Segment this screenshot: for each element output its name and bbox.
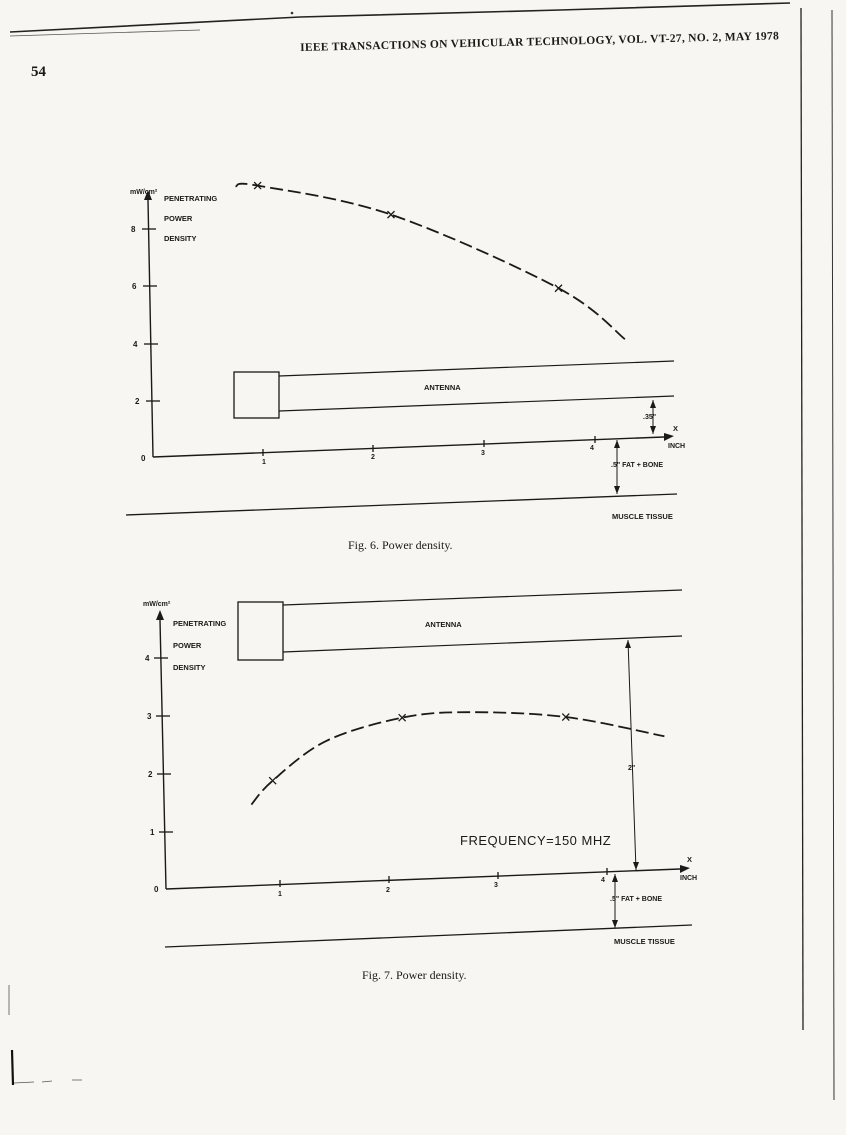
fig6-x-arrow bbox=[664, 433, 674, 441]
fig6-data-point bbox=[555, 285, 562, 292]
page-number: 54 bbox=[31, 64, 46, 80]
fig6-antenna-top-edge bbox=[279, 361, 674, 376]
fig6-muscle-tissue-label: MUSCLE TISSUE bbox=[612, 512, 673, 521]
fig6-gap-label: .35" bbox=[643, 414, 657, 421]
fig6-x-tick-label: 2 bbox=[371, 454, 375, 461]
fig7-frequency-label: FREQUENCY=150 MHZ bbox=[460, 833, 612, 848]
fig7-y-unit: mW/cm² bbox=[143, 601, 171, 608]
fig6-y-tick-label: 8 bbox=[131, 225, 136, 234]
fig7-y-tick-label: 0 bbox=[154, 885, 159, 894]
fig7-muscle-tissue-line bbox=[165, 925, 692, 947]
fig7-y-tick-label: 2 bbox=[148, 770, 153, 779]
fig6-y-tick-label: 4 bbox=[133, 340, 138, 349]
fig6-caption: Fig. 6. Power density. bbox=[348, 538, 453, 552]
fig7-antenna-feed-box bbox=[238, 602, 283, 660]
fig6-label-line: DENSITY bbox=[164, 234, 197, 243]
fig7-y-arrow bbox=[156, 610, 164, 620]
fig7-antenna-bottom-edge bbox=[283, 636, 682, 652]
fig7-y-axis bbox=[160, 620, 166, 889]
fig7-x-arrow bbox=[680, 865, 690, 873]
fig6-x-letter: X bbox=[673, 424, 679, 433]
fig6-layer-label: .5" FAT + BONE bbox=[611, 462, 664, 469]
fig7-x-unit: INCH bbox=[680, 875, 698, 882]
fig7-x-tick-label: 1 bbox=[278, 891, 282, 898]
fig7-label-line: PENETRATING bbox=[173, 619, 227, 628]
fig6-plot-area bbox=[236, 182, 627, 340]
fig7-muscle-tissue-label: MUSCLE TISSUE bbox=[614, 937, 675, 946]
fig7-series-line bbox=[251, 712, 664, 804]
fig6-y-tick-label: 6 bbox=[132, 282, 137, 291]
fig6-x-unit: INCH bbox=[668, 443, 686, 450]
fig7-y-tick-label: 4 bbox=[145, 654, 150, 663]
fig7-plot-area bbox=[251, 712, 664, 804]
figure-6 bbox=[0, 0, 846, 540]
figure-7 bbox=[0, 560, 846, 980]
fig7-x-letter: X bbox=[687, 855, 693, 864]
fig6-label-line: POWER bbox=[164, 214, 193, 223]
fig7-antenna-label: ANTENNA bbox=[425, 620, 462, 629]
fig6-y-unit: mW/cm² bbox=[130, 189, 158, 196]
fig6-x-tick-label: 4 bbox=[590, 445, 594, 452]
fig7-x-tick-marks bbox=[280, 868, 607, 887]
fig6-x-tick-label: 3 bbox=[481, 450, 485, 457]
fig6-antenna-feed-box bbox=[234, 372, 279, 418]
fig6-x-tick-label: 1 bbox=[262, 459, 266, 466]
fig7-antenna-top-edge bbox=[283, 590, 682, 605]
fig7-label-line: DENSITY bbox=[173, 663, 206, 672]
fig6-label-line: PENETRATING bbox=[164, 194, 218, 203]
running-head: IEEE TRANSACTIONS ON VEHICULAR TECHNOLOGY, VOL. VT-27, NO. 2, MAY 1978 bbox=[300, 30, 780, 54]
fig6-series-line bbox=[236, 184, 627, 340]
fig7-x-tick-label: 3 bbox=[494, 882, 498, 889]
fig6-antenna-bottom-edge bbox=[279, 396, 674, 411]
fig6-y-axis bbox=[148, 200, 153, 457]
fig6-y-tick-label: 0 bbox=[141, 454, 146, 463]
fig7-gap-label: 2" bbox=[628, 765, 636, 772]
fig7-x-tick-label: 2 bbox=[386, 887, 390, 894]
fig7-y-tick-label: 3 bbox=[147, 712, 152, 721]
fig7-layer-label: .5" FAT + BONE bbox=[610, 896, 663, 903]
fig7-y-tick-label: 1 bbox=[150, 828, 155, 837]
fig7-data-point bbox=[269, 777, 276, 784]
fig7-caption: Fig. 7. Power density. bbox=[362, 968, 467, 982]
fig7-gap-dimension bbox=[628, 640, 636, 870]
fig6-antenna-label: ANTENNA bbox=[424, 383, 461, 392]
fig7-x-tick-label: 4 bbox=[601, 877, 605, 884]
fig6-muscle-tissue-line bbox=[126, 494, 677, 515]
fig6-y-tick-label: 2 bbox=[135, 397, 140, 406]
fig7-label-line: POWER bbox=[173, 641, 202, 650]
fig6-x-axis bbox=[153, 437, 664, 457]
